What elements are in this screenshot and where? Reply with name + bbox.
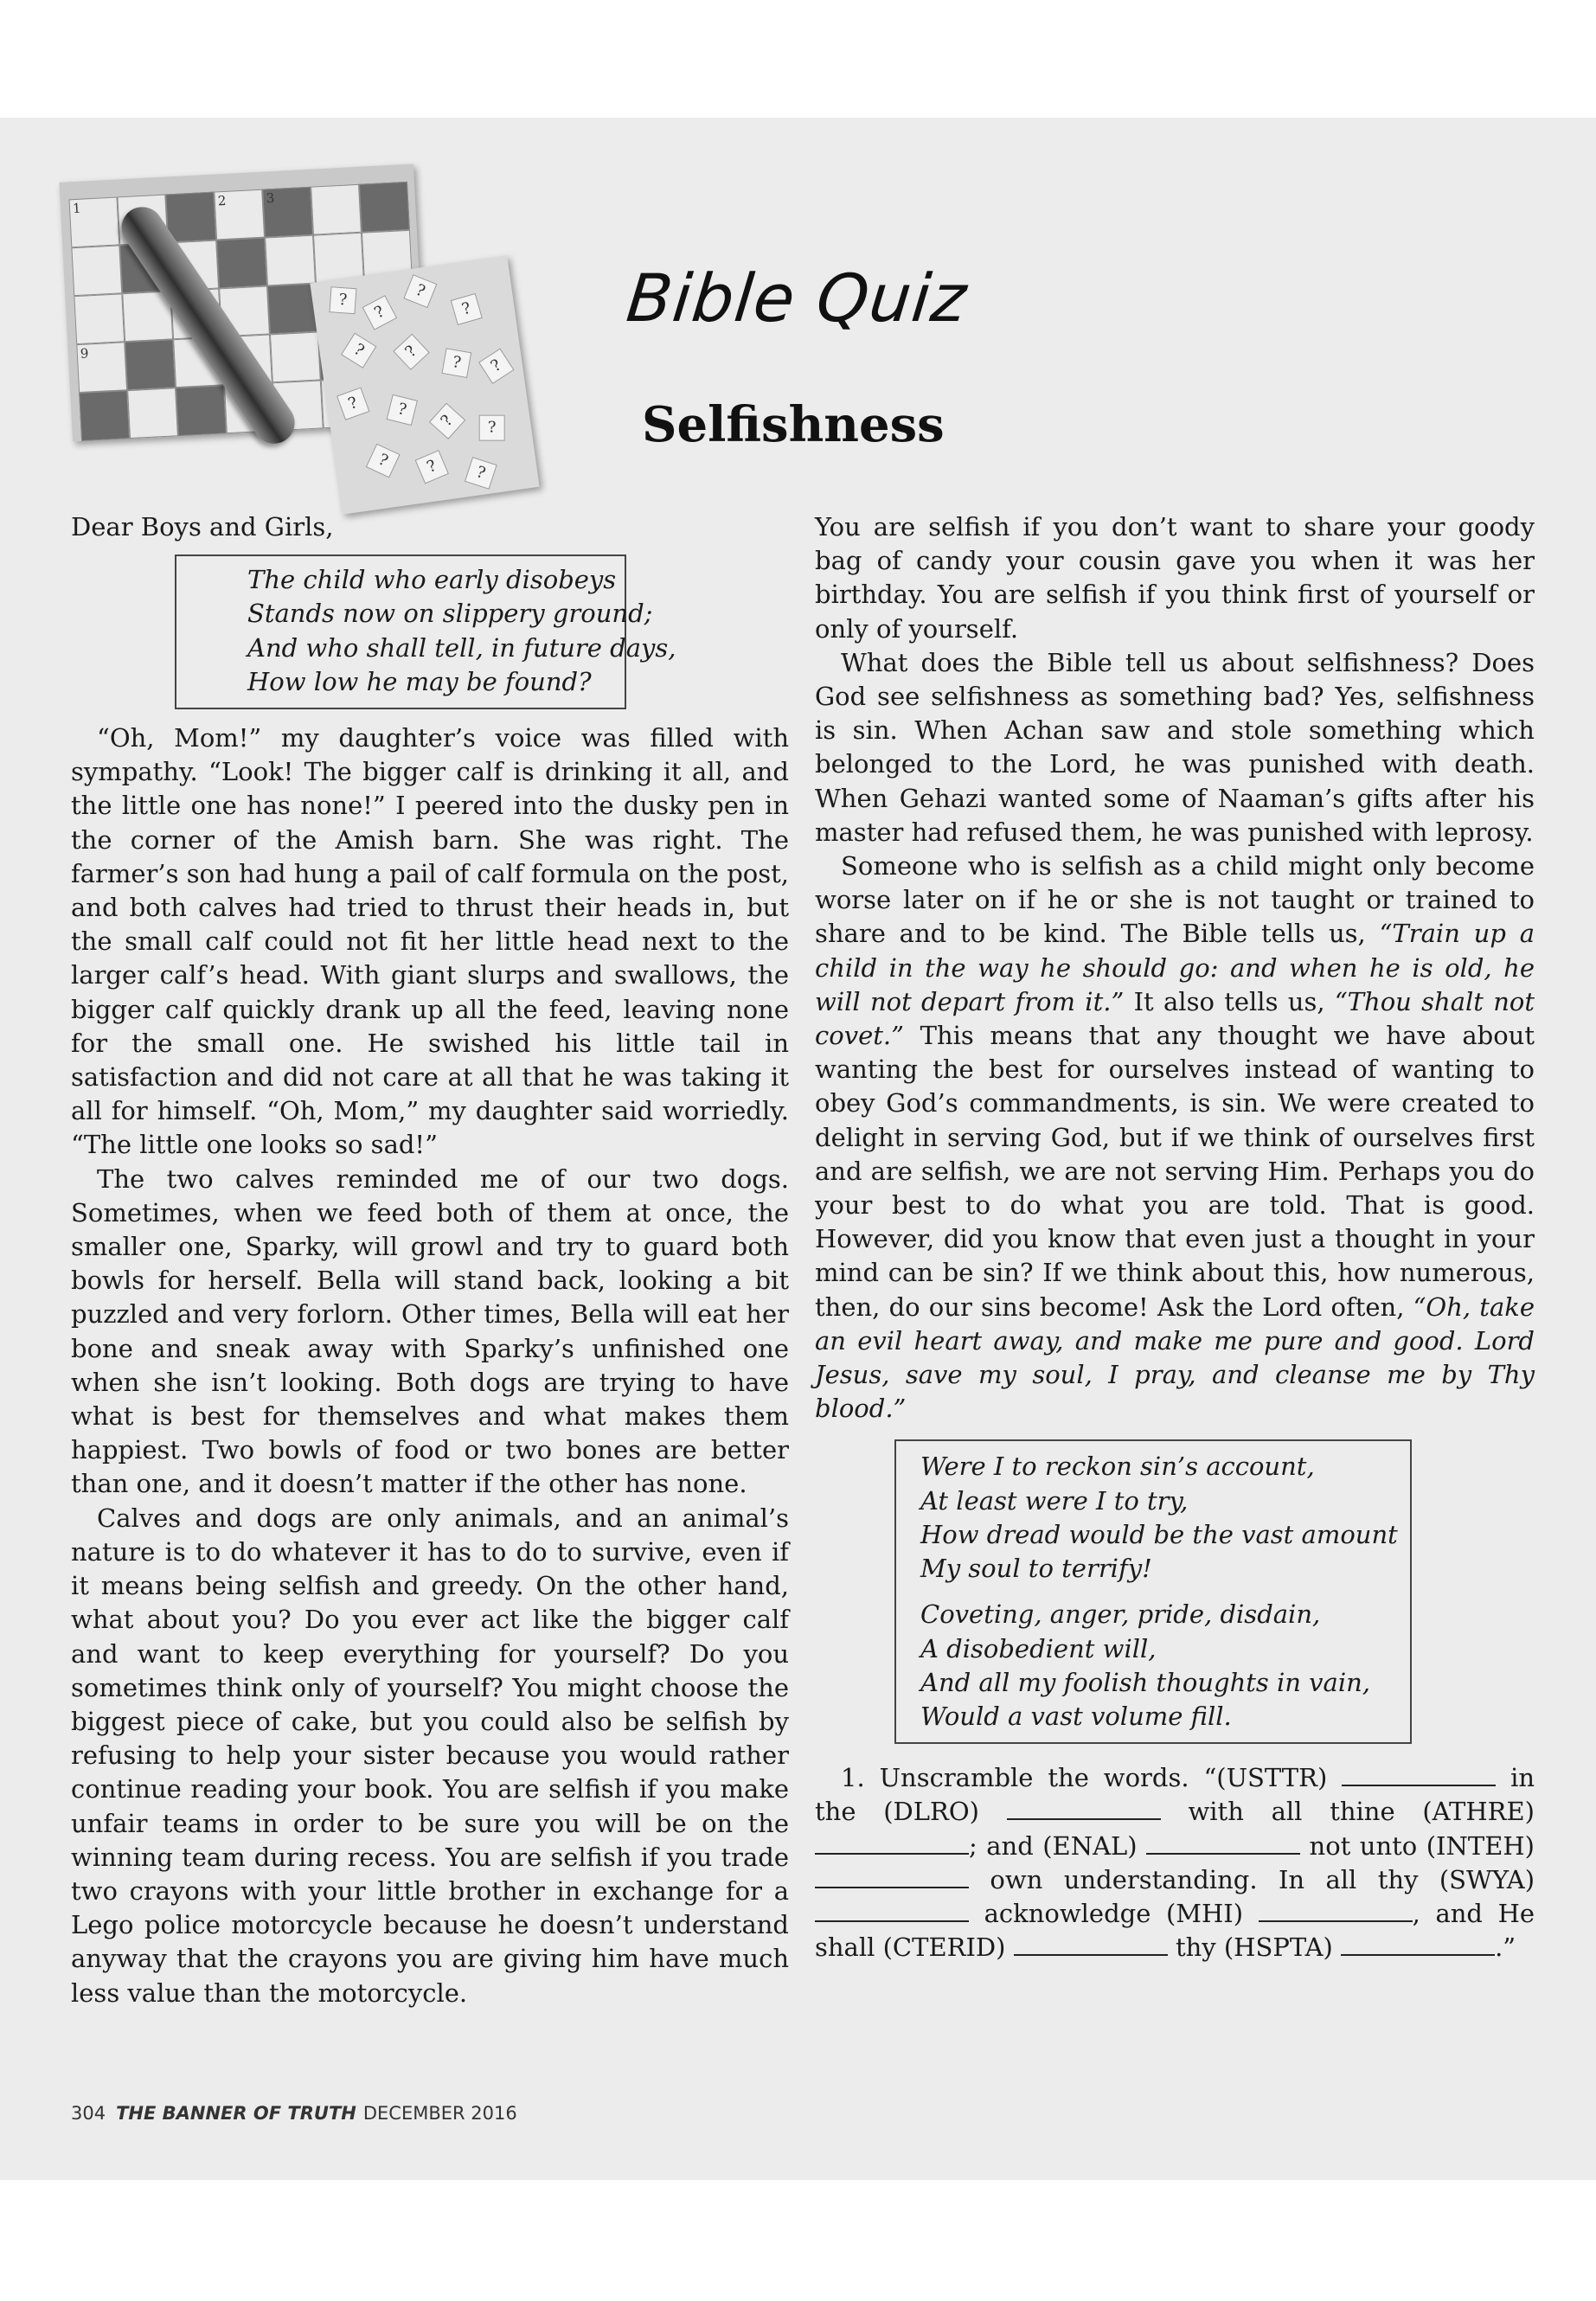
poem-line: Coveting, anger, pride, disdain, [920,1599,1321,1630]
crossword-number: 1 [72,200,82,217]
scripture-quote: “Train up a child in the way he should go: and when he is old, he will not depart from it.” [815,919,1535,1016]
paragraph: What does the Bible tell us about selfishness? Does God see selfishness as something bad? Yes, selfishness is sin. When Achan saw and stole something which belonged to the Lord, he was punished with death. When Gehazi wanted some of Naaman’s gifts after his master had refused them, he was punished with leprosy. [815,647,1535,847]
page-footer [71,2103,517,2124]
scripture-quote: “Thou shalt not covet.” [815,986,1535,1051]
poem-line: The child who early disobeys [247,565,617,595]
paragraph: Calves and dogs are only animals, and an animal’s nature is to do whatever it has to do to survive, even if it means being selfish and greedy. On the other hand, what about you? Do you ever act like the bigger calf and want to keep everything for yourself? Do you sometimes think only of yourself? You might choose the biggest piece of cake, but you could also be selfish by refusing to help your sister because you would rather continue reading your book. You are selfish if you make unfair teams in order to be sure you will be on the winning team during recess. You are selfish if you trade two crayons with your little brother in exchange for a Lego police motorcycle because he doesn’t understand anyway that the crayons you are giving him have much less value than the motorcycle. [71,1503,789,2008]
question-tiles-image: ? ? ? ? ? ? ? ? ? ? ? ? ? ? ? [310,255,539,514]
poem-line: How dread would be the vast amount [920,1519,1398,1549]
page-subtitle: Selfishness [642,396,945,453]
greeting: Dear Boys and Girls, [71,512,334,542]
poem-line: And who shall tell, in future days, [247,632,676,663]
poem-line: Stands now on slippery ground; [247,599,653,629]
answer-blank[interactable] [815,1901,969,1922]
poem-line: How low he may be found? [247,666,592,696]
paragraph: You are selfish if you don’t want to share your goody bag of candy your cousin gave you when it was her birthday. You are selfish if you think first of yourself or only of yourself. [815,512,1535,644]
left-column [71,510,789,2010]
answer-blank[interactable] [1014,1935,1168,1956]
header-illustration [66,173,516,502]
poem-box [894,1439,1412,1744]
page-number: 304 [71,2103,106,2124]
poem-box [175,554,676,709]
quiz-question: 1. Unscramble the words. “(USTTR) in the (DLRO) with all thine (ATHRE) ; and (ENAL) not unto (INTEH) own understanding. In all thy (SWYA) acknowledge (MHI) , and He shall (CTERID) thy (HSPTA) .” [815,1763,1535,1963]
poem-line: Would a vast volume fill. [920,1701,1232,1731]
right-column [815,510,1535,1965]
issue-date: DECEMBER 2016 [362,2103,517,2124]
question-number: 1. [841,1763,865,1793]
poem-line: A disobedient will, [920,1633,1157,1663]
crossword-number: 3 [266,189,275,207]
answer-blank[interactable] [1007,1799,1161,1820]
paragraph: “Oh, Mom!” my daughter’s voice was filled with sympathy. “Look! The bigger calf is drinking it all, and the little one has none!” I peered into the dusky pen in the corner of the Amish barn. She was right. The farmer’s son had hung a pail of calf formula on the post, and both calves had tried to thrust their heads in, but the small calf could not fit her little head next to the larger calf’s head. With giant slurps and swallows, the bigger calf quickly drank up all the feed, leaving none for the small one. He swished his little tail in satisfaction and did not care at all that he was taking it all for himself. “Oh, Mom,” my daughter said worriedly. “The little one looks so sad!” [71,723,789,1160]
poem-line: My soul to terrify! [920,1554,1152,1584]
paragraph: Someone who is selfish as a child might only become worse later on if he or she is not taught or trained to share and to be kind. The Bible tells us, “Train up a child in the way he should go: and when he is old, he will not depart from it.” It also tells us, “Thou shalt not covet.” This means that any thought we have about wanting the best for ourselves instead of wanting to obey God’s commandments, is sin. We were created to delight in serving God, but if we think of ourselves first and are selfish, we are not serving Him. Perhaps you do your best to do what you are told. That is good. However, did you know that even just a thought in your mind can be sin? If we think about this, how numerous, then, do our sins become! Ask the Lord often, “Oh, take an evil heart away, and make me pure and good. Lord Jesus, save my soul, I pray, and cleanse me by Thy blood.” [815,851,1535,1424]
poem-line: Were I to reckon sin’s account, [920,1452,1315,1482]
paragraph: The two calves reminded me of our two dogs. Sometimes, when we feed both of them at once, the smaller one, Sparky, will growl and try to guard both bowls for herself. Bella will stand back, looking a bit puzzled and very forlorn. Other times, Bella will eat her bone and sneak away with Sparky’s unfinished one when she isn’t looking. Both dogs are trying to have what is best for themselves and what makes them happiest. Two bowls of food or two bones are better than one, and it doesn’t matter if the other has none. [71,1163,789,1499]
crossword-number: 9 [80,345,89,362]
poem-line: And all my foolish thoughts in vain, [920,1667,1371,1697]
answer-blank[interactable] [1259,1901,1413,1922]
answer-blank[interactable] [815,1868,969,1888]
page-title: Bible Quiz [623,260,971,336]
answer-blank[interactable] [1146,1834,1300,1855]
crossword-number: 2 [217,192,227,209]
scripture-quote: “Oh, take an evil heart away, and make me pure and good. Lord Jesus, save my soul, I pray, and cleanse me by Thy blood.” [815,1292,1535,1424]
answer-blank[interactable] [1342,1766,1496,1786]
magazine-name: THE BANNER OF TRUTH [116,2103,356,2124]
answer-blank[interactable] [1341,1935,1495,1956]
poem-line: At least were I to try, [920,1485,1189,1516]
answer-blank[interactable] [815,1834,969,1855]
